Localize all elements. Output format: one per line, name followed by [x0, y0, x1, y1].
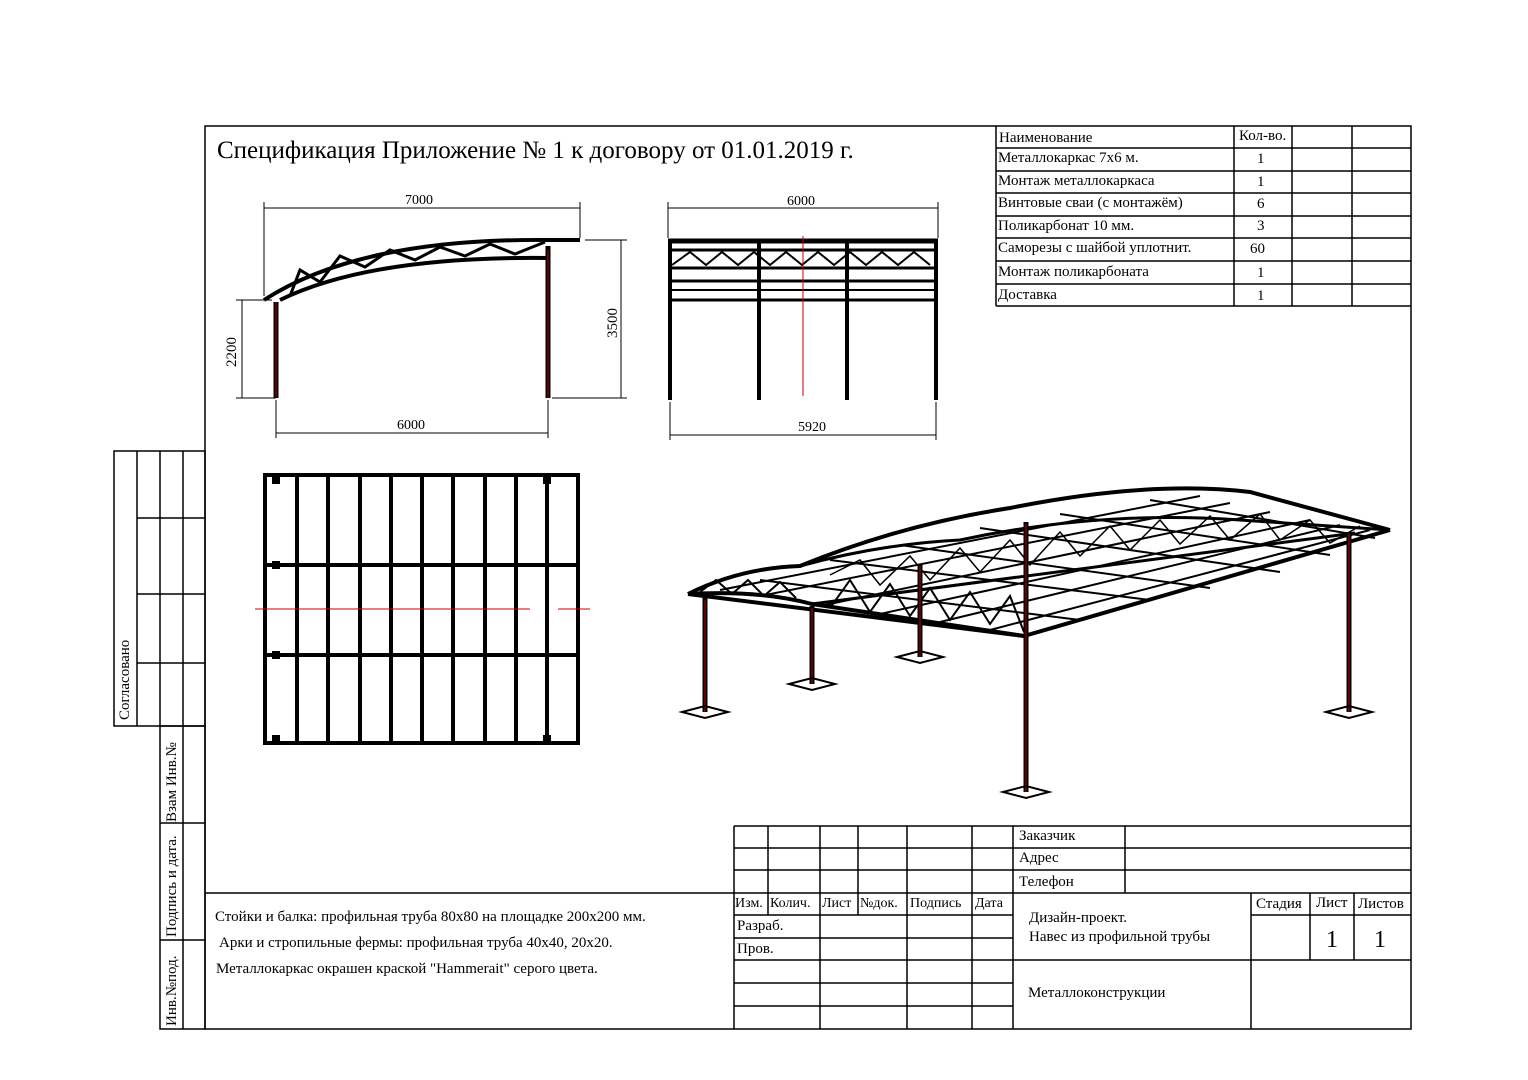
isometric-view: [682, 488, 1390, 798]
spec-row-name: Монтаж металлокаркаса: [998, 173, 1155, 189]
dimension-label: 2200: [224, 337, 240, 367]
dimension-label: 3500: [605, 308, 621, 338]
project-title: Дизайн-проект.: [1029, 910, 1128, 926]
address-label: Адрес: [1019, 850, 1059, 866]
col-izm: Изм.: [735, 896, 763, 911]
spec-header-name: Наименование: [999, 130, 1093, 146]
dimension-label: 5920: [798, 420, 826, 435]
plan-view: [255, 475, 590, 743]
spec-header-qty: Кол-во.: [1239, 128, 1287, 144]
dimension-label: 7000: [405, 193, 433, 208]
inv-pod-label: Инв.№под.: [164, 955, 180, 1026]
spec-row-name: Доставка: [998, 287, 1057, 303]
col-ndok: №док.: [860, 896, 898, 911]
page-title: Спецификация Приложение № 1 к договору от 01.01.2019 г.: [217, 137, 854, 164]
spec-row-name: Винтовые сваи (с монтажём): [998, 195, 1183, 211]
sign-date-label: Подпись и дата.: [164, 835, 180, 937]
col-podpis: Подпись: [910, 896, 962, 911]
dimension-label: 6000: [397, 418, 425, 433]
spec-row-qty: 1: [1257, 265, 1265, 281]
note-line: Металлокаркас окрашен краской "Hammerait" серого цвета.: [216, 961, 598, 977]
spec-row-qty: 60: [1250, 241, 1265, 257]
spec-row-qty: 6: [1257, 196, 1265, 212]
side-strip: [114, 451, 205, 1029]
spec-row-name: Монтаж поликарбоната: [998, 264, 1149, 280]
note-line: Арки и стропильные фермы: профильная труба 40х40, 20х20.: [219, 935, 613, 951]
spec-row-name: Поликарбонат 10 мм.: [998, 218, 1135, 234]
project-subtitle: Навес из профильной трубы: [1029, 929, 1211, 945]
spec-row-name: Саморезы с шайбой уплотнит.: [998, 240, 1192, 256]
spec-row-qty: 1: [1257, 151, 1265, 167]
sheets-label: Листов: [1358, 896, 1404, 912]
inv-vzam-label: Взам Инв.№: [164, 742, 180, 822]
stage-label: Стадия: [1256, 896, 1302, 912]
spec-row-qty: 1: [1257, 174, 1265, 190]
spec-row-qty: 1: [1257, 288, 1265, 304]
dimension-label: 6000: [787, 194, 815, 209]
sheet-value: 1: [1326, 927, 1338, 953]
checked-label: Пров.: [737, 941, 774, 957]
spec-row-name: Металлокаркас 7х6 м.: [998, 150, 1139, 166]
developed-label: Разраб.: [737, 918, 784, 934]
customer-label: Заказчик: [1019, 828, 1076, 844]
front-view: [668, 202, 938, 440]
spec-row-qty: 3: [1257, 218, 1265, 234]
phone-label: Телефон: [1019, 874, 1074, 890]
col-kolich: Колич.: [770, 896, 811, 911]
col-data: Дата: [975, 896, 1003, 911]
note-line: Стойки и балка: профильная труба 80х80 на площадке 200х200 мм.: [215, 909, 646, 925]
section-label: Металлоконструкции: [1028, 985, 1166, 1001]
col-list: Лист: [822, 896, 852, 911]
sheet-label: Лист: [1316, 895, 1348, 911]
agreed-label: Согласовано: [117, 639, 133, 720]
sheets-value: 1: [1374, 927, 1386, 953]
side-view: [236, 202, 627, 438]
